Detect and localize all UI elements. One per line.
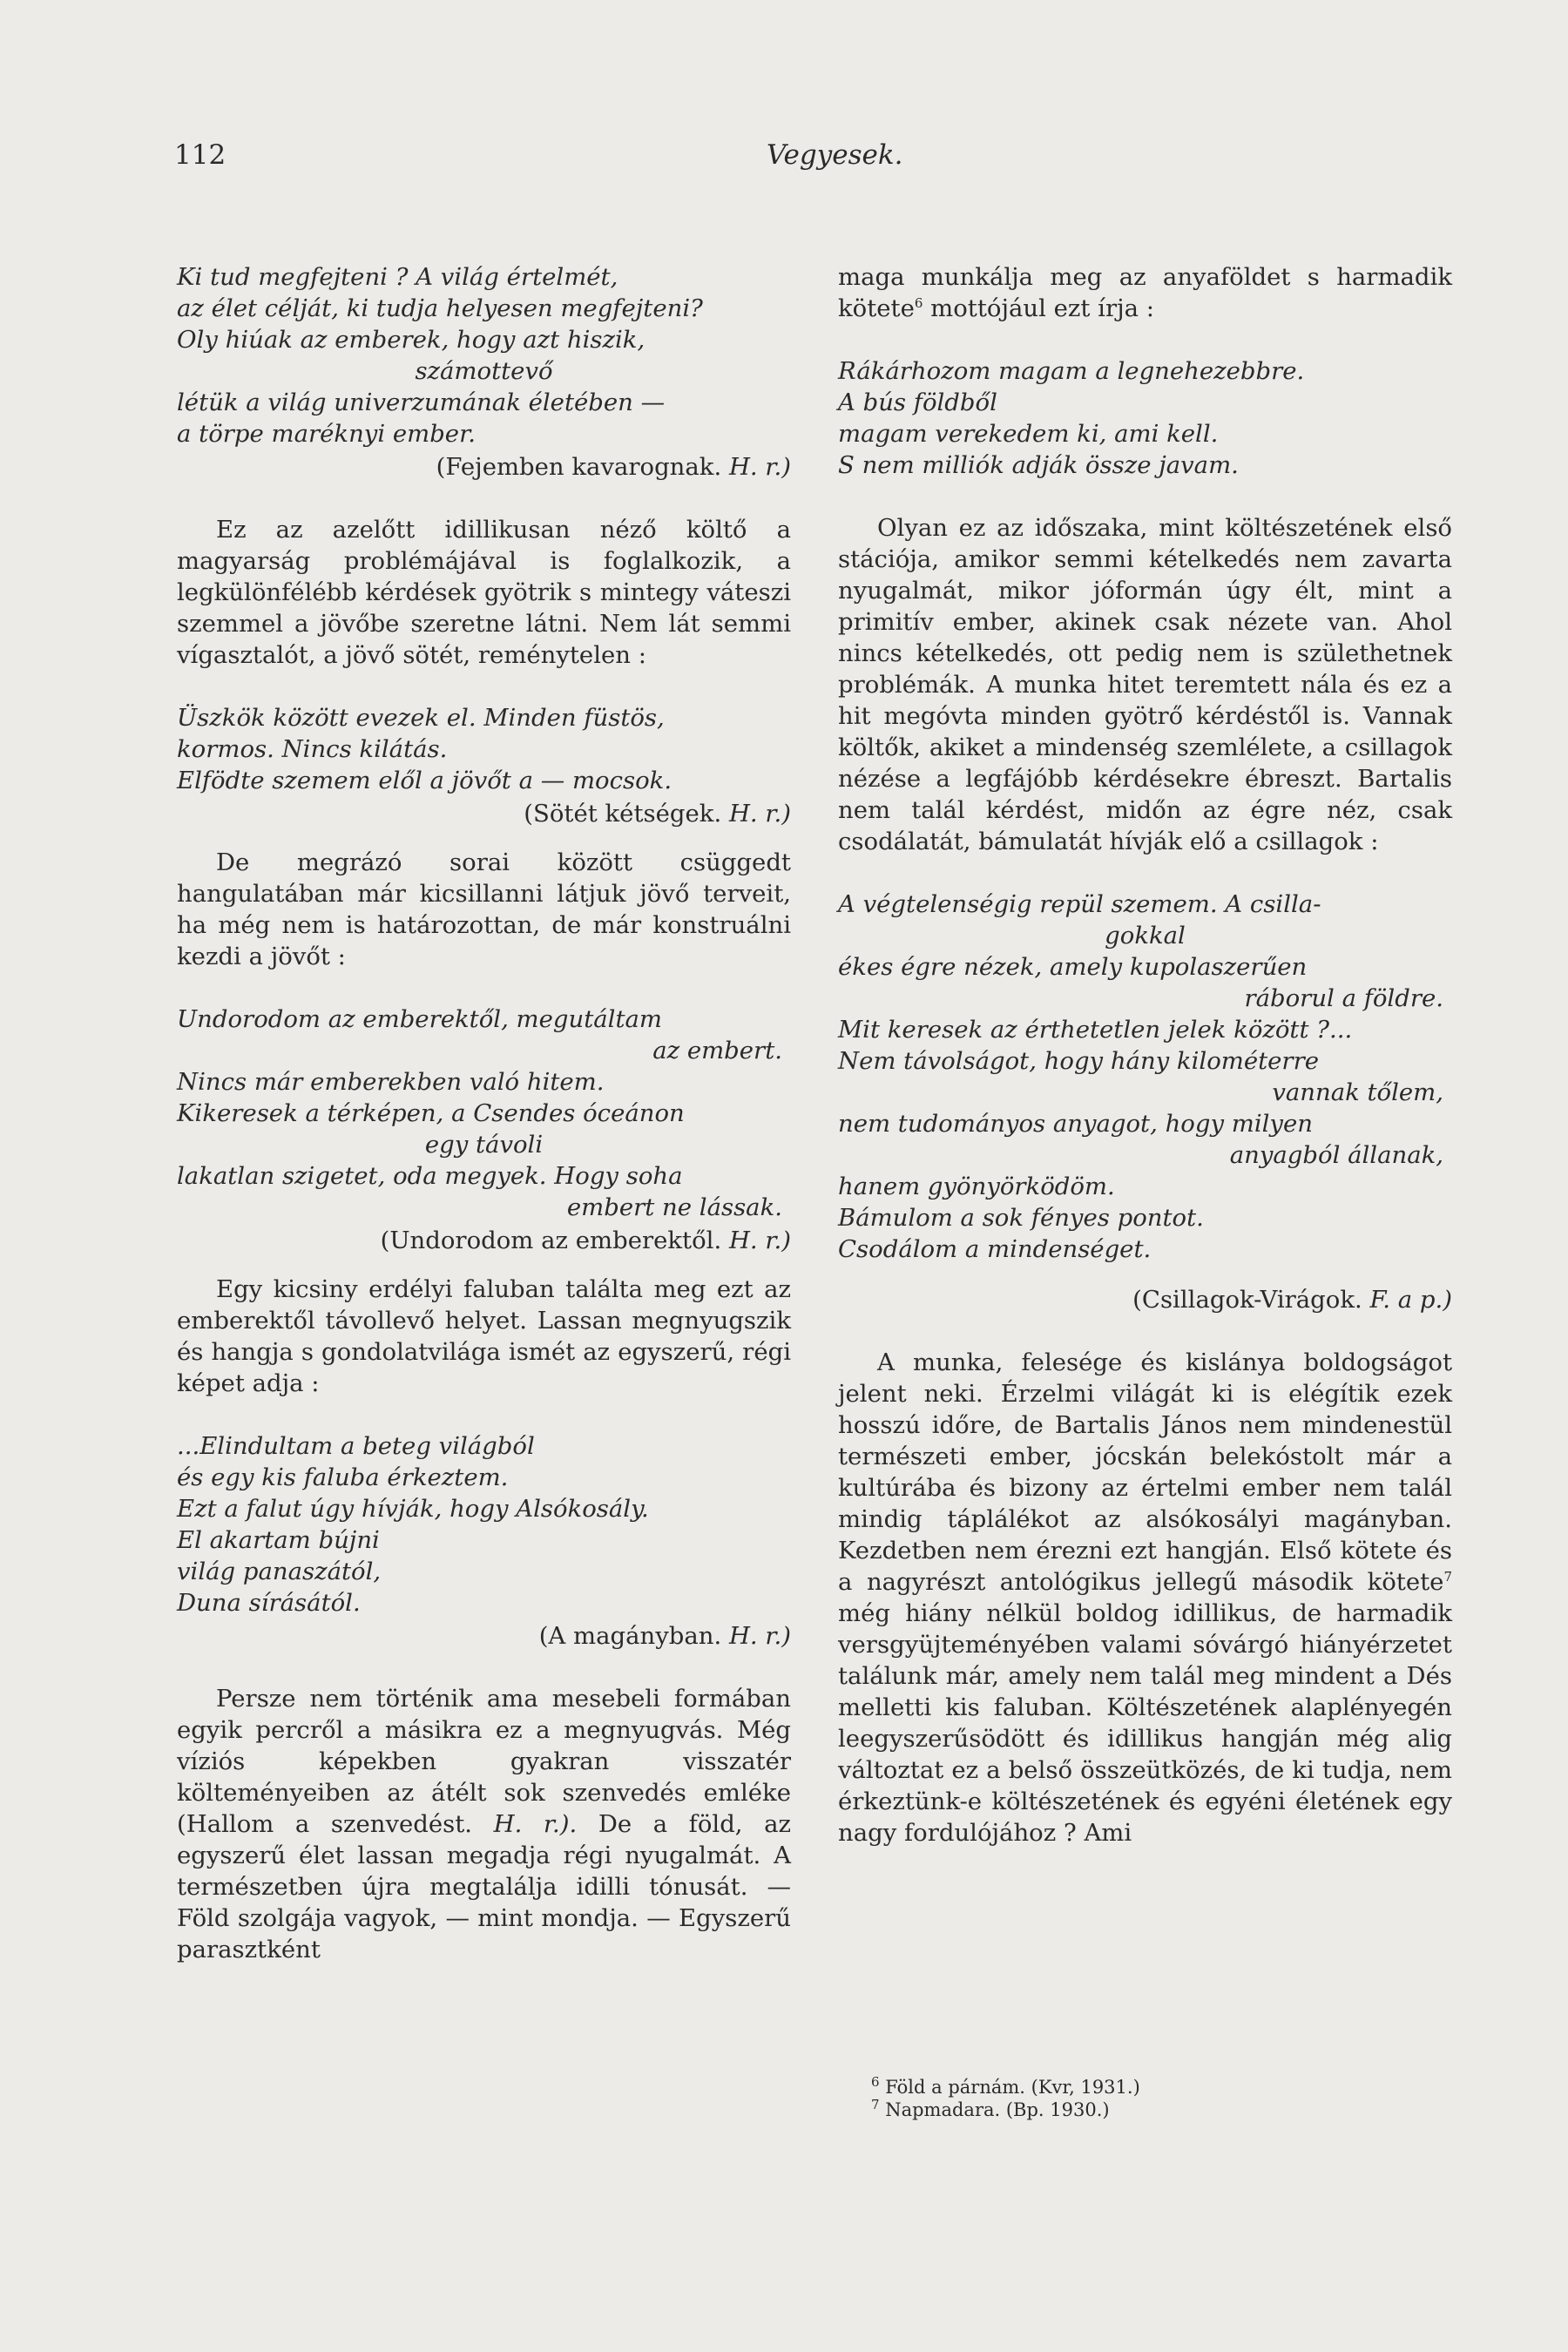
footnote-text: Föld a párnám. (Kvr, 1931.) — [879, 2077, 1140, 2098]
poem-citation — [177, 1225, 791, 1256]
running-title: Vegyesek. — [767, 139, 903, 171]
footnotes — [871, 2076, 1429, 2121]
inline-source: H. r.). — [493, 1810, 578, 1838]
citation-title: (Sötét kétségek. — [524, 800, 729, 828]
poem-line: Duna sírásától. — [177, 1589, 361, 1617]
poem-line: Elfödte szemem elől a jövőt a — mocsok. — [177, 767, 672, 794]
poem-line: embert ne lássak. — [566, 1193, 782, 1221]
footnote-number: 7 — [871, 2097, 880, 2112]
poem-citation — [177, 451, 791, 483]
poem-quote — [177, 702, 791, 796]
poem-line: Kikeresek a térképen, a Csendes óceánon — [177, 1099, 685, 1127]
footnote — [871, 2076, 1429, 2099]
footnote-marker: 7 — [1443, 1568, 1452, 1585]
paragraph: Egy kicsiny erdélyi faluban találta meg ezt az emberektől távollevő helyet. Lassan megnyugszik és hangja s gondolatvilága ismét az egyszerű, régi képet adja : — [177, 1275, 791, 1397]
footnote — [871, 2099, 1429, 2121]
paragraph-text: A munka, felesége és kislánya boldogságot jelent neki. Érzelmi világát ki is elégítik ezek hosszú időre, de Bartalis János nem mindenestül természeti ember, jócskán belekóstolt már a kultúrába és bizony az értelmi ember nem talál mindig táplálékot az alsókosályi magányban. Kezdetben nem érezni ezt hangján. Első kötete és a nagyrészt antológikus jellegű második kötete — [838, 1348, 1452, 1596]
citation-title: (Fejemben kavarognak. — [436, 453, 729, 481]
paragraph: Olyan ez az időszaka, mint költészetének első stációja, amikor semmi kételkedés nem zavarta nyugalmát, mikor jóformán úgy élt, mint a primitív ember, akinek csak nézete van. Ahol nincs kételkedés, ott pedig nem is születhetnek problémák. A munka hitet teremtett nála és ez a hit megóvta minden gyötrő kérdéstől is. Vannak költők, akiket a mindenség szemlélete, a csillagok nézése a legfájóbb kérdésekre ébreszt. Bartalis nem talál kérdést, midőn az égre néz, csak csodálatát, bámulatát hívják elő a csillagok : — [838, 514, 1452, 855]
poem-line: magam verekedem ki, ami kell. — [838, 420, 1219, 448]
poem-line: hanem gyönyörködöm. — [838, 1173, 1115, 1200]
poem-line: Nincs már emberekben való hitem. — [177, 1068, 605, 1096]
poem-quote — [177, 1430, 791, 1619]
poem-line: létük a világ univerzumának életében — — [177, 389, 666, 416]
poem-quote — [177, 1004, 791, 1223]
poem-citation — [177, 798, 791, 829]
paragraph-text: De a föld, az egyszerű élet lassan megadja régi nyugalmát. A természetben újra megtalálja idilli tónusát. — Föld szolgája vagyok, — mint mondja. — Egyszerű parasztként — [177, 1810, 791, 1963]
poem-line: nem tudományos anyagot, hogy milyen — [838, 1110, 1313, 1138]
poem-quote — [177, 261, 791, 449]
citation-title: (Undorodom az emberektől. — [380, 1227, 729, 1254]
right-column — [838, 261, 1452, 1848]
footnote-number: 6 — [871, 2074, 880, 2090]
poem-line: az élet célját, ki tudja helyesen megfejteni? — [177, 294, 703, 322]
poem-line: és egy kis faluba érkeztem. — [177, 1463, 509, 1491]
page-header — [174, 139, 1429, 183]
poem-line: Bámulom a sok fényes pontot. — [838, 1204, 1204, 1232]
poem-line: Undorodom az emberektől, megutáltam — [177, 1005, 662, 1033]
poem-line: ráborul a földre. — [1244, 984, 1443, 1012]
poem-line: az embert. — [652, 1037, 782, 1064]
poem-line: számottevő — [415, 357, 553, 385]
poem-line: A bús földből — [838, 389, 997, 416]
poem-line: Mit keresek az érthetetlen jelek között ?... — [838, 1016, 1353, 1044]
poem-line: Oly hiúak az emberek, hogy azt hiszik, — [177, 326, 645, 354]
paragraph-text: még hiány nélkül boldog idillikus, de harmadik versgyüjteményében valami sóvárgó hiányérzetet találunk már, amely nem talál meg mindent a Dés melletti kis faluban. Költészetének alaplényegén leegyszerűsödött és idillikus hangján még alig változtat ez a belső összeütközés, de ki tudja, nem érkeztünk-e költészetének és egyéni életének egy nagy fordulójához ? Ami — [838, 1599, 1452, 1847]
citation-source: H. r.) — [728, 1227, 791, 1254]
poem-line: Nem távolságot, hogy hány kilométerre — [838, 1047, 1319, 1075]
page-number: 112 — [174, 139, 226, 171]
poem-line: egy távoli — [424, 1131, 544, 1159]
poem-line: kormos. Nincs kilátás. — [177, 735, 448, 763]
poem-line: Csodálom a mindenséget. — [838, 1235, 1152, 1263]
poem-line: Ezt a falut úgy hívják, hogy Alsókosály. — [177, 1495, 649, 1523]
paragraph — [177, 1683, 791, 1965]
poem-line: Ki tud megfejteni ? A világ értelmét, — [177, 263, 618, 291]
footnote-text: Napmadara. (Bp. 1930.) — [879, 2099, 1110, 2120]
poem-line: ...Elindultam a beteg világból — [177, 1432, 535, 1460]
poem-line: gokkal — [1105, 922, 1186, 950]
citation-title: (A magányban. — [538, 1622, 729, 1650]
poem-line: ékes égre nézek, amely kupolaszerűen — [838, 953, 1308, 981]
poem-quote — [838, 889, 1452, 1265]
poem-line: A végtelenségig repül szemem. A csilla- — [838, 890, 1321, 918]
left-column — [177, 261, 791, 1965]
paragraph — [838, 1347, 1452, 1848]
poem-line: anyagból állanak, — [1229, 1141, 1443, 1169]
paragraph-text: Persze nem történik ama mesebeli formában egyik percről a másikra ez a megnyugvás. Még víziós képekben gyakran visszatér költeményeiben az átélt sok szenvedés emléke (Hallom a szenvedést. — [177, 1685, 791, 1838]
paragraph: De megrázó sorai között csüggedt hangulatában már kicsillanni látjuk jövő terveit, ha még nem is határozottan, de már konstruálni kezdi a jövőt : — [177, 848, 791, 970]
poem-line: Rákárhozom magam a legnehezebbre. — [838, 357, 1305, 385]
poem-quote — [838, 355, 1452, 481]
citation-title: (Csillagok-Virágok. — [1132, 1286, 1370, 1314]
paragraph: Ez az azelőtt idillikusan néző költő a magyarság problémájával is foglalkozik, a legkülönfélébb kérdések gyötrik s mintegy váteszi szemmel a jövőbe szeretne látni. Nem lát semmi vígasztalót, a jövő sötét, reménytelen : — [177, 516, 791, 669]
poem-line: a törpe maréknyi ember. — [177, 420, 476, 448]
citation-source: H. r.) — [728, 1622, 791, 1650]
paragraph-text: mottójául ezt írja : — [923, 294, 1155, 322]
poem-line: lakatlan szigetet, oda megyek. Hogy soha — [177, 1162, 683, 1190]
poem-citation — [838, 1284, 1452, 1315]
poem-line: Üszkök között evezek el. Minden füstös, — [177, 704, 665, 732]
poem-citation — [177, 1620, 791, 1652]
citation-source: H. r.) — [728, 800, 791, 828]
poem-line: El akartam bújni — [177, 1526, 380, 1554]
paragraph-text: maga munkálja meg az anyaföldet s harmadik kötete — [838, 263, 1452, 322]
citation-source: F. a p.) — [1369, 1286, 1452, 1314]
citation-source: H. r.) — [728, 453, 791, 481]
poem-line: S nem milliók adják össze javam. — [838, 451, 1239, 479]
poem-line: vannak tőlem, — [1272, 1078, 1443, 1106]
paragraph — [838, 261, 1452, 324]
poem-line: világ panaszától, — [177, 1558, 382, 1585]
footnote-marker: 6 — [914, 294, 923, 311]
